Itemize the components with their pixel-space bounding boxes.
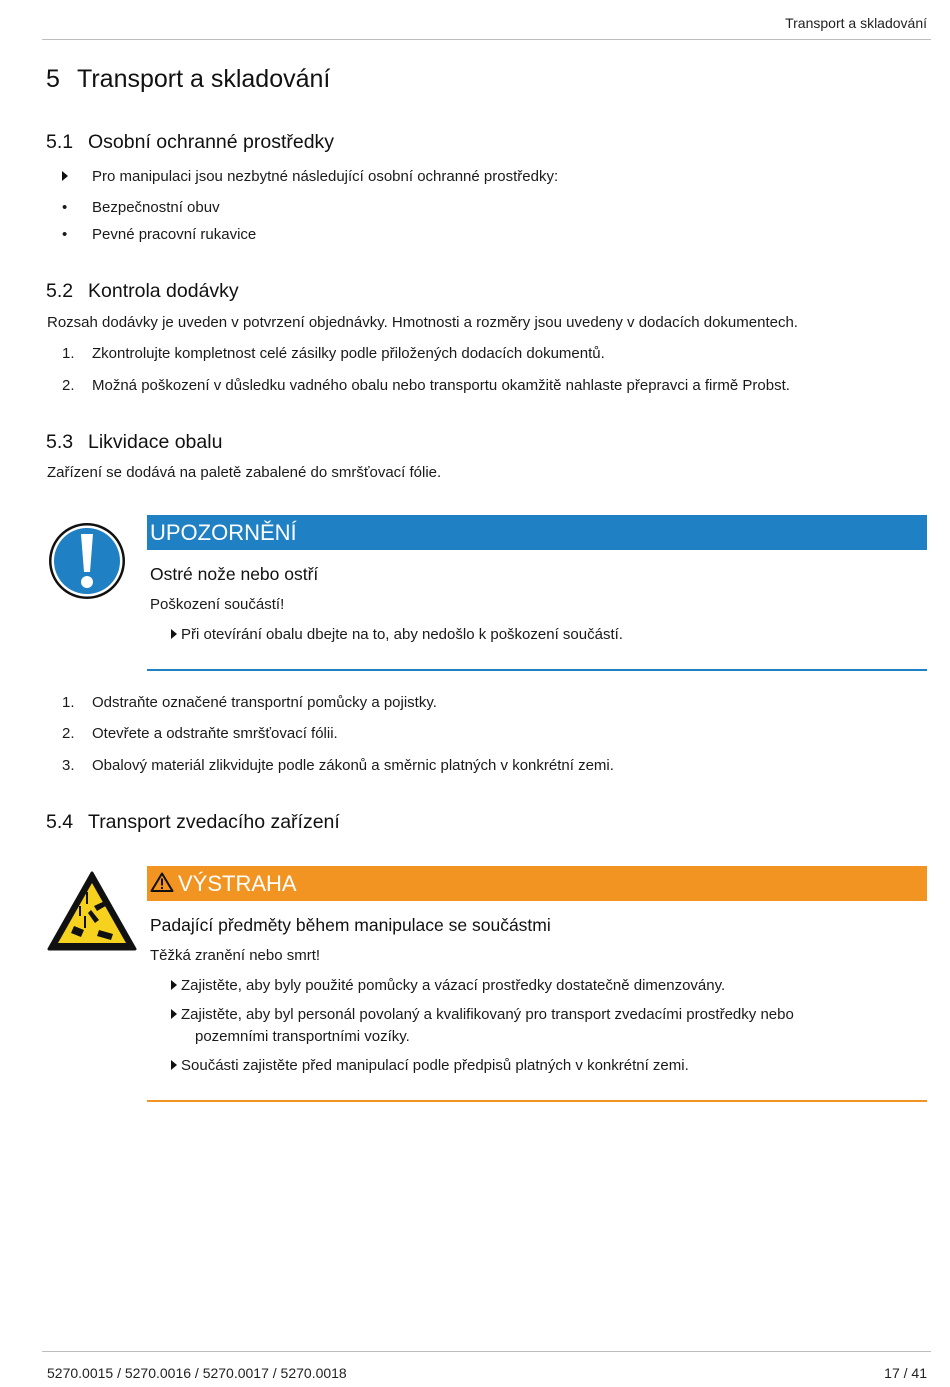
measure-text-continuation: pozemními transportními vozíky. bbox=[195, 1028, 410, 1045]
instruction-arrow-icon bbox=[171, 980, 177, 990]
instruction-arrow-icon bbox=[171, 1060, 177, 1070]
document-numbers: 5270.0015 / 5270.0016 / 5270.0017 / 5270.0018 bbox=[47, 1365, 347, 1381]
step-text: Zkontrolujte kompletnost celé zásilky podle přiložených dodacích dokumentů. bbox=[92, 345, 605, 362]
numbered-step bbox=[62, 757, 614, 774]
notice-bottom-rule bbox=[147, 669, 927, 671]
warning-triangle-icon bbox=[150, 872, 174, 892]
bullet-item bbox=[62, 199, 220, 216]
step-number: 1. bbox=[62, 694, 75, 711]
numbered-step bbox=[62, 725, 338, 742]
warning-title: Padající předměty během manipulace se součástmi bbox=[150, 915, 551, 935]
step-text: Odstraňte označené transportní pomůcky a pojistky. bbox=[92, 694, 437, 711]
page-number: 17 / 41 bbox=[884, 1365, 927, 1381]
step-text: Možná poškození v důsledku vadného obalu nebo transportu okamžitě nahlaste přepravci a firmě Probst. bbox=[92, 377, 790, 394]
chapter-title-text: Transport a skladování bbox=[77, 65, 331, 93]
warning-label: VÝSTRAHA bbox=[178, 871, 297, 896]
section-number: 5.4 bbox=[46, 811, 74, 833]
step-text: Otevřete a odstraňte smršťovací fólii. bbox=[92, 725, 338, 742]
footer-divider bbox=[42, 1351, 931, 1352]
step-number: 1. bbox=[62, 345, 75, 362]
header-divider bbox=[42, 39, 931, 40]
paragraph: Rozsah dodávky je uveden v potvrzení objednávky. Hmotnosti a rozměry jsou uvedeny v dodacích dokumentech. bbox=[47, 314, 798, 331]
warning-consequence: Těžká zranění nebo smrt! bbox=[150, 947, 321, 964]
step-number: 2. bbox=[62, 725, 75, 742]
measure-text: Při otevírání obalu dbejte na to, aby nedošlo k poškození součástí. bbox=[181, 626, 623, 643]
instruction-item bbox=[62, 168, 558, 185]
section-title: Osobní ochranné prostředky bbox=[88, 131, 335, 153]
chapter-number: 5 bbox=[46, 65, 60, 93]
instruction-text: Pro manipulaci jsou nezbytné následující osobní ochranné prostředky: bbox=[92, 168, 559, 185]
section-heading-5-2 bbox=[46, 280, 239, 303]
bullet-icon: • bbox=[62, 199, 68, 216]
numbered-step bbox=[62, 694, 437, 711]
notice-label: UPOZORNĚNÍ bbox=[150, 520, 297, 545]
mandatory-exclamation-icon bbox=[48, 522, 126, 600]
section-title: Transport zvedacího zařízení bbox=[88, 811, 340, 833]
section-heading-5-1 bbox=[46, 131, 334, 154]
instruction-arrow-icon bbox=[171, 629, 177, 639]
chapter-title bbox=[46, 65, 330, 94]
numbered-step bbox=[62, 377, 790, 394]
notice-signal-bar bbox=[147, 515, 927, 550]
section-title: Likvidace obalu bbox=[88, 431, 223, 453]
notice-measure bbox=[171, 624, 911, 646]
section-heading-5-4 bbox=[46, 811, 340, 834]
warning-signal-bar bbox=[147, 866, 927, 901]
section-number: 5.2 bbox=[46, 280, 74, 302]
section-title: Kontrola dodávky bbox=[88, 280, 239, 302]
measure-text: Zajistěte, aby byl personál povolaný a kvalifikovaný pro transport zvedacími prostředky nebo bbox=[181, 1006, 794, 1023]
notice-title: Ostré nože nebo ostří bbox=[150, 564, 319, 584]
section-number: 5.1 bbox=[46, 131, 74, 153]
bullet-text: Bezpečnostní obuv bbox=[92, 199, 220, 216]
warning-measure bbox=[171, 1055, 911, 1077]
instruction-arrow-icon bbox=[62, 171, 68, 181]
bullet-icon: • bbox=[62, 226, 68, 243]
section-number: 5.3 bbox=[46, 431, 74, 453]
bullet-text: Pevné pracovní rukavice bbox=[92, 226, 257, 243]
falling-objects-warning-icon bbox=[47, 870, 137, 952]
warning-bottom-rule bbox=[147, 1100, 927, 1102]
step-text: Obalový materiál zlikvidujte podle zákonů a směrnic platných v konkrétní zemi. bbox=[92, 757, 614, 774]
notice-consequence: Poškození součástí! bbox=[150, 596, 285, 613]
numbered-step bbox=[62, 345, 605, 362]
bullet-item bbox=[62, 226, 256, 243]
step-number: 2. bbox=[62, 377, 75, 394]
section-heading-5-3 bbox=[46, 431, 222, 454]
measure-text: Zajistěte, aby byly použité pomůcky a vázací prostředky dostatečně dimenzovány. bbox=[181, 977, 726, 994]
instruction-arrow-icon bbox=[171, 1009, 177, 1019]
running-header: Transport a skladování bbox=[785, 15, 927, 31]
measure-text: Součásti zajistěte před manipulací podle předpisů platných v konkrétní zemi. bbox=[181, 1057, 689, 1074]
paragraph: Zařízení se dodává na paletě zabalené do smršťovací fólie. bbox=[47, 464, 442, 481]
warning-measure bbox=[171, 1004, 911, 1048]
step-number: 3. bbox=[62, 757, 75, 774]
warning-measure bbox=[171, 975, 911, 997]
